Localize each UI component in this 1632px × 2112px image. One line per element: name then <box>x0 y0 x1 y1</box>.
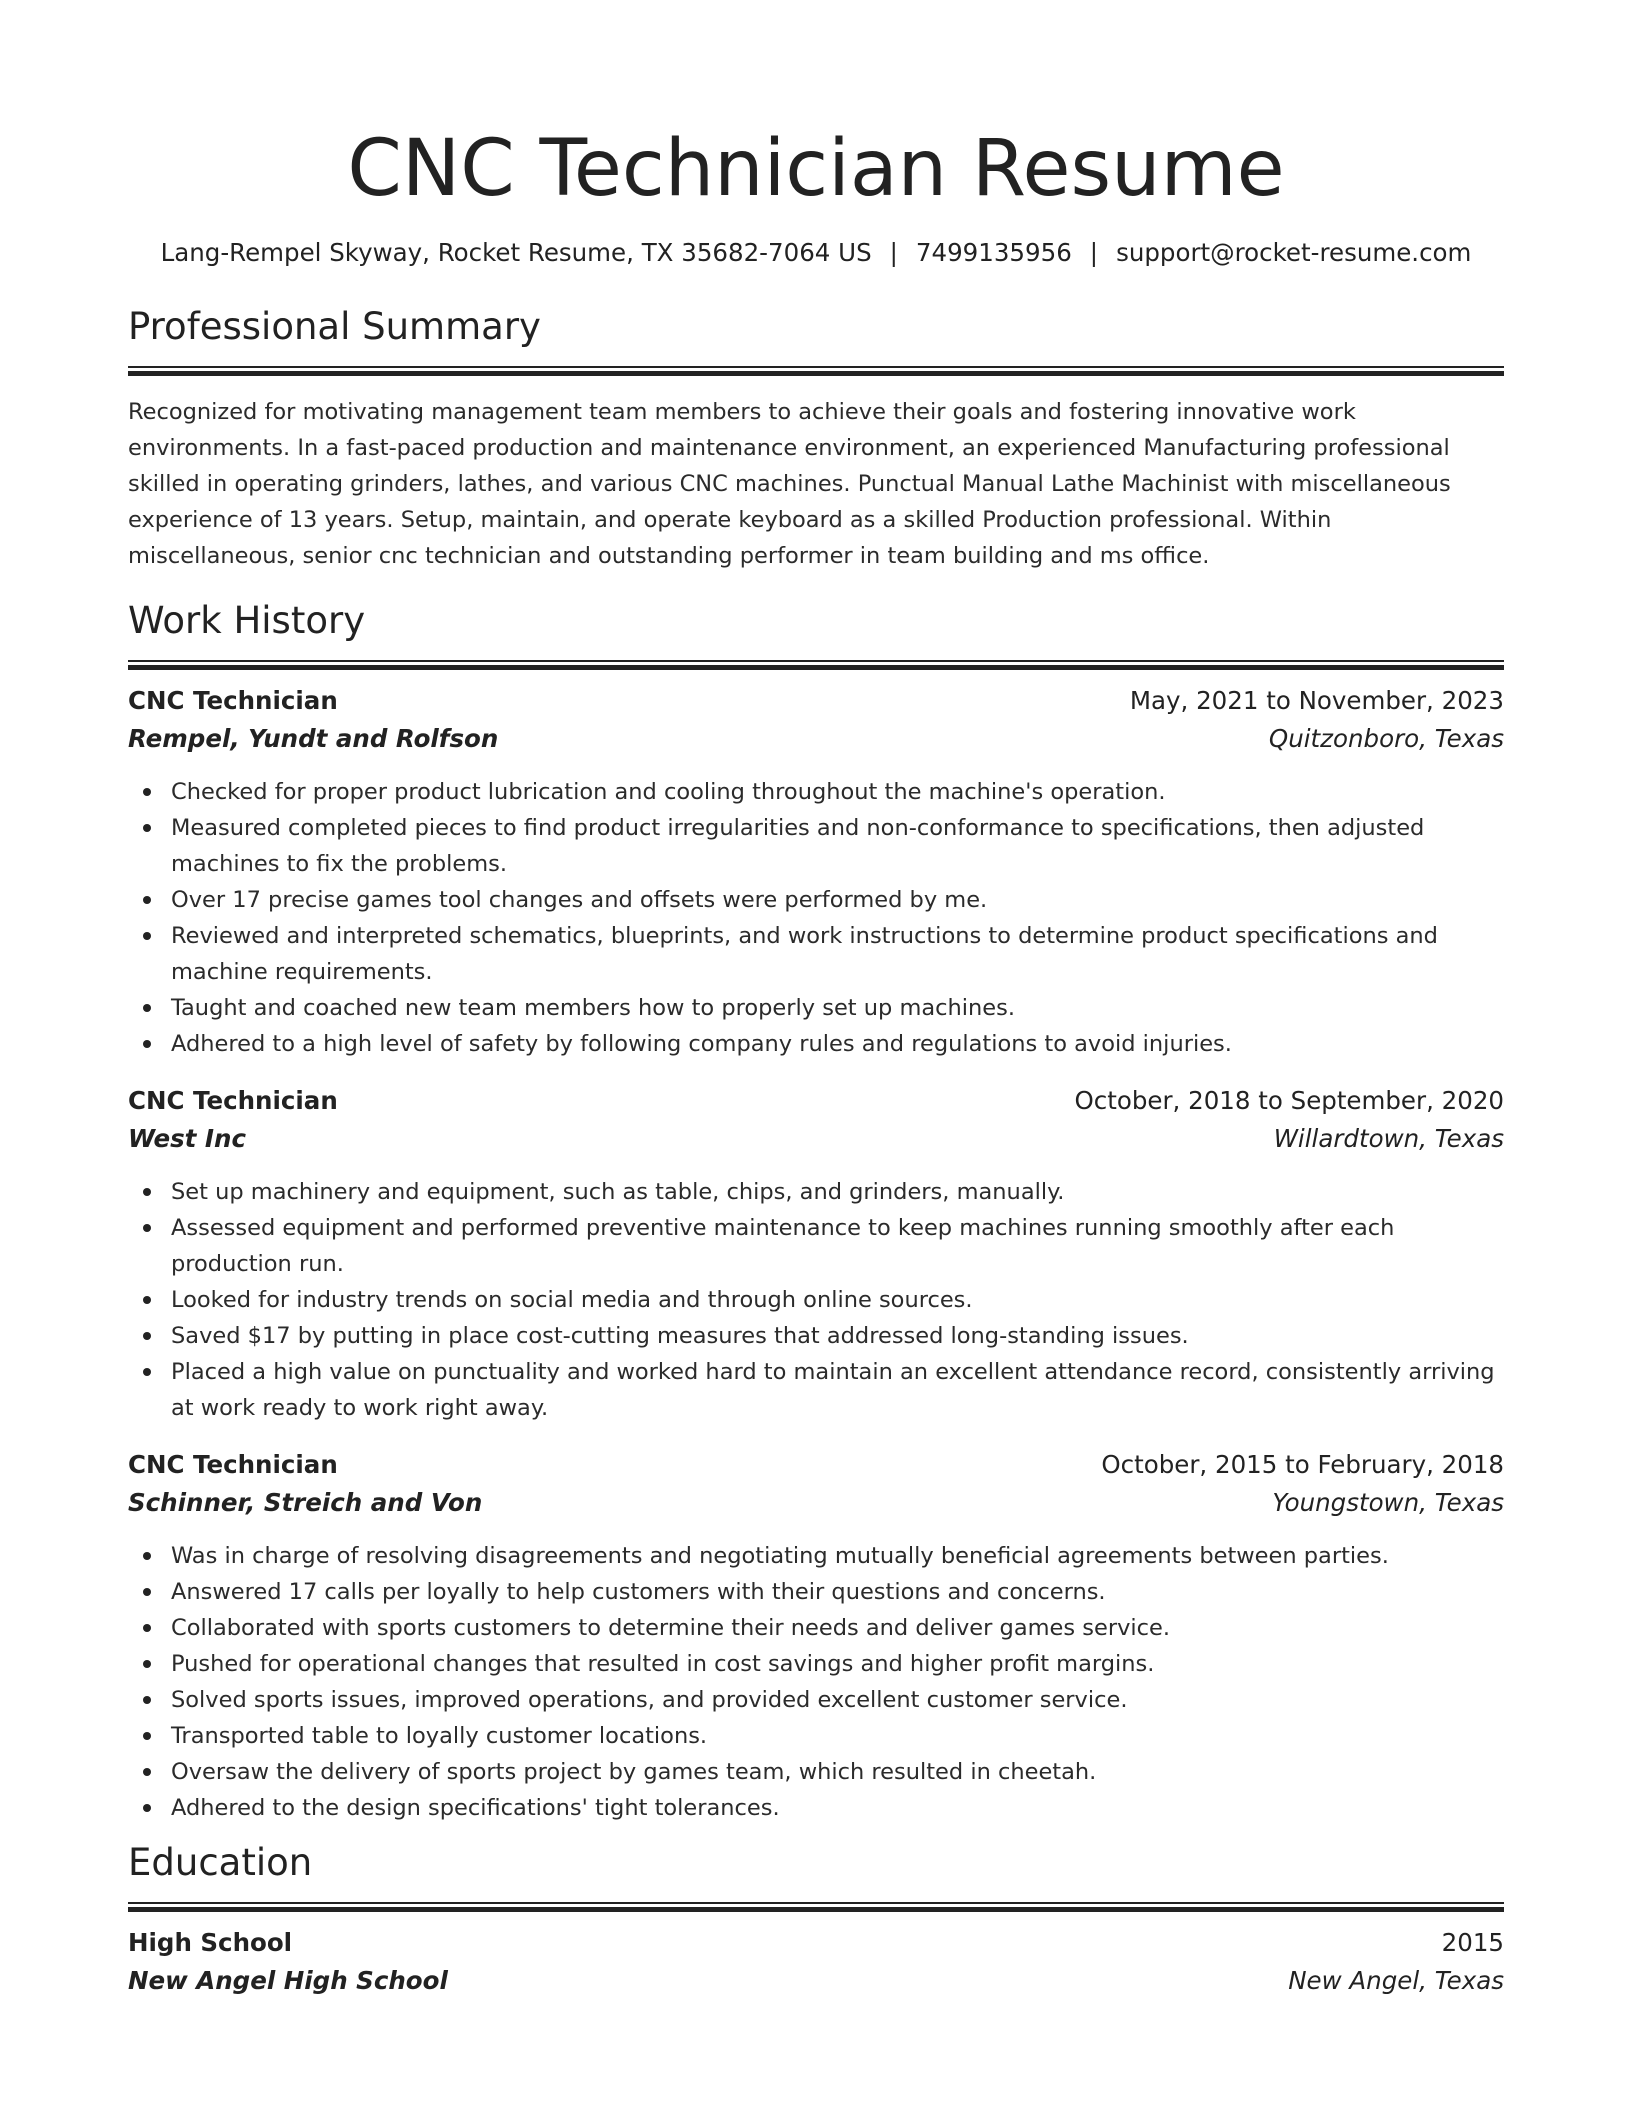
job-bullet <box>128 990 1504 1026</box>
bullet-icon <box>143 1004 151 1012</box>
job-location: Willardtown, Texas <box>1273 1124 1504 1153</box>
job-bullet <box>128 1718 1504 1754</box>
job-title: CNC Technician <box>128 1450 338 1479</box>
job-header-row <box>128 682 1504 720</box>
job-bullet-text: Was in charge of resolving disagreements and negotiating mutually beneficial agreements between parties. <box>171 1543 1389 1569</box>
summary-text: Recognized for motivating management team members to achieve their goals and fostering innovative work environments. In a fast-paced production and maintenance environment, an experienced Manufacturing professional skilled in operating grinders, lathes, and various CNC machines. Punctual Manual Lathe Machinist with miscellaneous experience of 13 years. Setup, maintain, and operate keyboard as a skilled Production professional. Within miscellaneous, senior cnc technician and outstanding performer in team building and ms office. <box>128 399 1451 569</box>
contact-address: Lang-Rempel Skyway, Rocket Resume, TX 35682-7064 US <box>160 238 872 267</box>
bullet-icon <box>143 896 151 904</box>
job-bullet-text: Collaborated with sports customers to determine their needs and deliver games service. <box>171 1615 1170 1641</box>
job-dates: October, 2015 to February, 2018 <box>1101 1450 1504 1479</box>
bullet-icon <box>143 932 151 940</box>
work-history-section <box>128 598 1504 1826</box>
job-company-row <box>128 1120 1504 1158</box>
job-bullet-text: Looked for industry trends on social media and through online sources. <box>171 1287 973 1313</box>
job-bullet <box>128 918 1504 990</box>
bullet-icon <box>143 1696 151 1704</box>
job-bullet-text: Oversaw the delivery of sports project by games team, which resulted in cheetah. <box>171 1759 1097 1785</box>
job-bullet-text: Over 17 precise games tool changes and offsets were performed by me. <box>171 887 988 913</box>
education-school: New Angel High School <box>128 1966 448 1995</box>
job-bullet <box>128 1790 1504 1826</box>
bullet-icon <box>143 788 151 796</box>
bullet-icon <box>143 1296 151 1304</box>
contact-phone: 7499135956 <box>915 238 1072 267</box>
summary-section <box>128 304 1504 574</box>
education-header-row <box>128 1924 1504 1962</box>
job-bullet <box>128 1354 1504 1426</box>
bullet-icon <box>143 1224 151 1232</box>
bullet-icon <box>143 1768 151 1776</box>
bullet-icon <box>143 1624 151 1632</box>
job-bullet-text: Saved $17 by putting in place cost-cutting measures that addressed long-standing issues. <box>171 1323 1189 1349</box>
section-divider <box>128 660 1504 670</box>
bullet-icon <box>143 1588 151 1596</box>
job-bullet <box>128 1682 1504 1718</box>
bullet-icon <box>143 1732 151 1740</box>
contact-separator: | <box>1089 238 1099 267</box>
resume-title: CNC Technician Resume <box>347 124 1285 214</box>
section-divider <box>128 1902 1504 1912</box>
job-location: Youngstown, Texas <box>1272 1488 1504 1517</box>
section-divider <box>128 366 1504 376</box>
education-year: 2015 <box>1441 1928 1504 1957</box>
job-header-row <box>128 1446 1504 1484</box>
bullet-icon <box>143 1552 151 1560</box>
bullet-icon <box>143 1188 151 1196</box>
education-location: New Angel, Texas <box>1288 1966 1504 1995</box>
job-title: CNC Technician <box>128 686 338 715</box>
job-bullet-text: Checked for proper product lubrication and cooling throughout the machine's operation. <box>171 779 1166 805</box>
bullet-icon <box>143 1804 151 1812</box>
job-location: Quitzonboro, Texas <box>1268 724 1504 753</box>
job-bullet-text: Transported table to loyally customer locations. <box>171 1723 708 1749</box>
contact-separator: | <box>889 238 898 267</box>
job-bullet-list <box>128 774 1504 1062</box>
job-bullet-text: Set up machinery and equipment, such as table, chips, and grinders, manually. <box>171 1179 1065 1205</box>
work-history-heading: Work History <box>128 599 366 642</box>
job-bullet-text: Assessed equipment and performed preventive maintenance to keep machines running smoothly after each production run. <box>171 1215 1395 1277</box>
job-title: CNC Technician <box>128 1086 338 1115</box>
job-bullet <box>128 810 1504 882</box>
education-entry <box>128 1924 1504 2000</box>
job-entry <box>128 1446 1504 1826</box>
job-bullet <box>128 774 1504 810</box>
bullet-icon <box>143 1040 151 1048</box>
job-entry <box>128 682 1504 1062</box>
bullet-icon <box>143 1660 151 1668</box>
summary-heading: Professional Summary <box>128 305 541 348</box>
job-bullet-list <box>128 1174 1504 1426</box>
job-bullet <box>128 1538 1504 1574</box>
job-company: Rempel, Yundt and Rolfson <box>128 724 499 753</box>
job-bullet-text: Adhered to a high level of safety by following company rules and regulations to avoid injuries. <box>171 1031 1232 1057</box>
education-section <box>128 1840 1504 2000</box>
job-bullet-text: Placed a high value on punctuality and worked hard to maintain an excellent attendance record, consistently arriving at work ready to work right away. <box>171 1359 1495 1421</box>
job-bullet <box>128 882 1504 918</box>
job-bullet-text: Reviewed and interpreted schematics, blueprints, and work instructions to determine product specifications and machine requirements. <box>171 923 1438 985</box>
job-bullet-text: Answered 17 calls per loyally to help customers with their questions and concerns. <box>171 1579 1106 1605</box>
job-bullet <box>128 1574 1504 1610</box>
job-bullet <box>128 1026 1504 1062</box>
job-bullet <box>128 1282 1504 1318</box>
job-bullet <box>128 1646 1504 1682</box>
job-bullet <box>128 1754 1504 1790</box>
education-heading: Education <box>128 1841 313 1884</box>
job-bullet <box>128 1610 1504 1646</box>
job-company: West Inc <box>128 1124 246 1153</box>
job-company: Schinner, Streich and Von <box>128 1488 483 1517</box>
job-bullet <box>128 1318 1504 1354</box>
job-header-row <box>128 1082 1504 1120</box>
job-bullet-text: Measured completed pieces to find product irregularities and non-conformance to specifications, then adjusted machines to fix the problems. <box>171 815 1425 877</box>
bullet-icon <box>143 1368 151 1376</box>
job-company-row <box>128 1484 1504 1522</box>
job-bullet <box>128 1210 1504 1282</box>
job-bullet-text: Taught and coached new team members how to properly set up machines. <box>171 995 1016 1021</box>
contact-email: support@rocket-resume.com <box>1116 238 1472 267</box>
education-school-row <box>128 1962 1504 2000</box>
bullet-icon <box>143 1332 151 1340</box>
job-bullet-list <box>128 1538 1504 1826</box>
bullet-icon <box>143 824 151 832</box>
job-dates: October, 2018 to September, 2020 <box>1074 1086 1504 1115</box>
job-company-row <box>128 720 1504 758</box>
job-bullet <box>128 1174 1504 1210</box>
contact-line <box>128 236 1504 270</box>
job-bullet-text: Adhered to the design specifications' tight tolerances. <box>171 1795 780 1821</box>
job-dates: May, 2021 to November, 2023 <box>1129 686 1504 715</box>
job-entry <box>128 1082 1504 1426</box>
job-bullet-text: Pushed for operational changes that resulted in cost savings and higher profit margins. <box>171 1651 1155 1677</box>
education-degree: High School <box>128 1928 293 1957</box>
job-bullet-text: Solved sports issues, improved operations, and provided excellent customer service. <box>171 1687 1128 1713</box>
